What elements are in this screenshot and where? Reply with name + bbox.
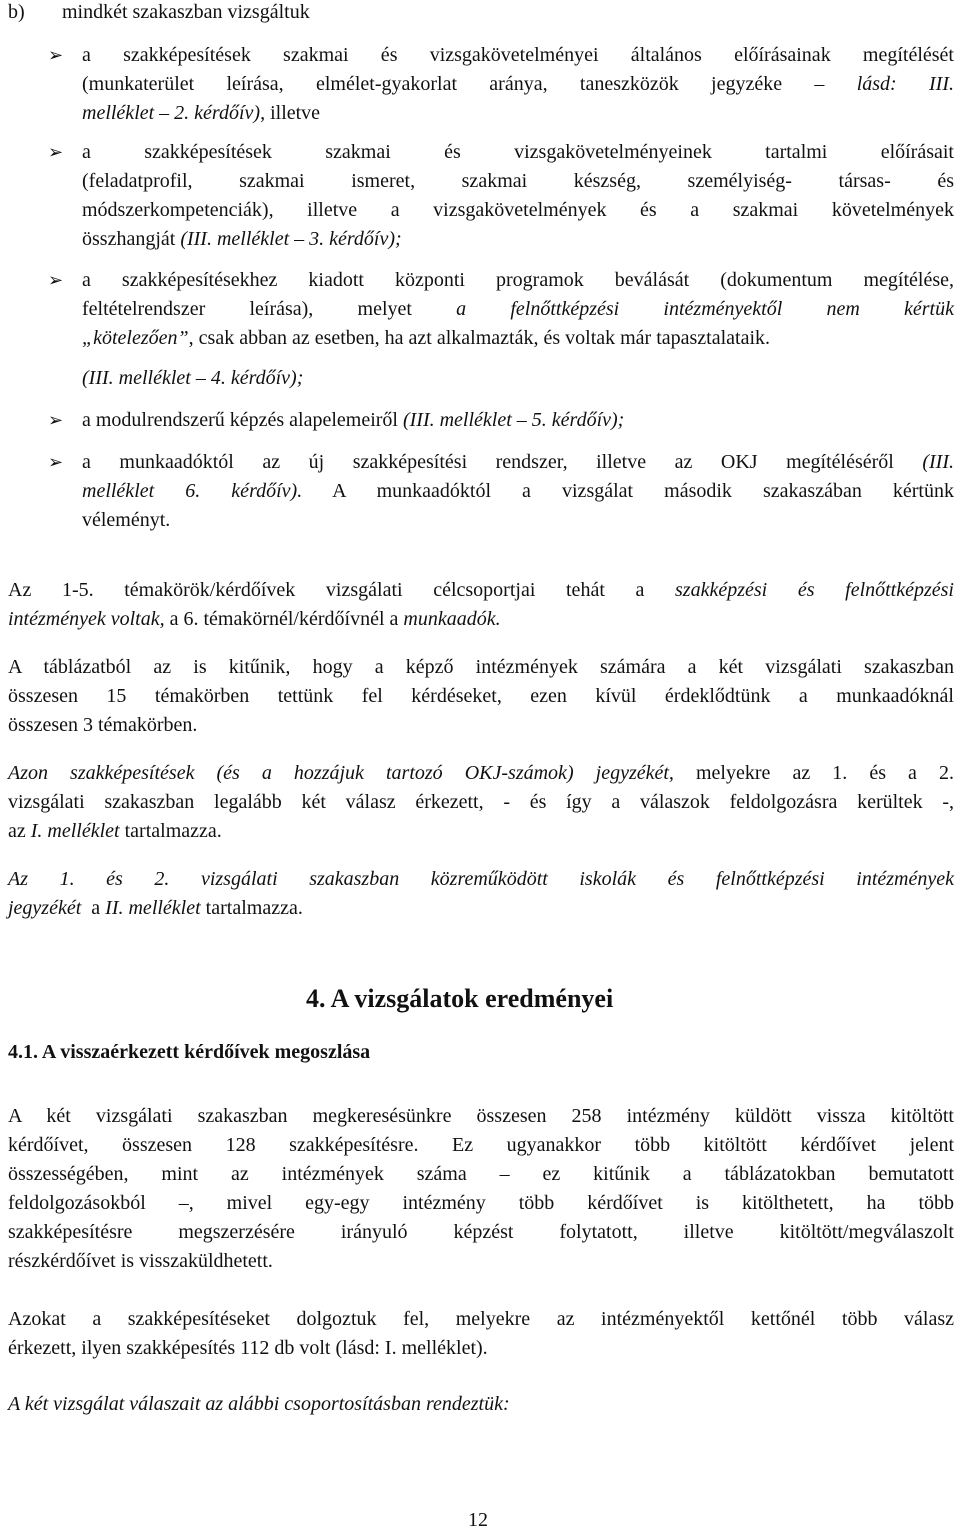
bullet-line: (III. melléklet – 4. kérdőív); [82,367,304,389]
bullet-line: a szakképesítések szakmai és vizsgakövetelményeinek tartalmi előírásait [82,141,954,163]
bullet-line: (feladatprofil, szakmai ismeret, szakmai készség, személyiség- társas- és [82,170,954,192]
bullet-line: összhangját (III. melléklet – 3. kérdőív); [82,228,402,250]
bullet-line: „kötelezően”, csak abban az esetben, ha azt alkalmazták, és voltak már tapasztalataik. [82,327,771,349]
paragraph-line: kérdőívet, összesen 128 szakképesítésre. Ez ugyanakkor több kitöltött kérdőívet jelent [8,1134,954,1156]
bullet-line: véleményt. [82,509,171,531]
paragraph-line: intézmények voltak, a 6. témakörnél/kérdőívnél a munkaadók. [8,608,501,630]
bullet-arrow-icon: ➢ [48,270,64,290]
paragraph-line: szakképesítésre megszerzésére irányuló képzést folytatott, illetve kitöltött/megválaszolt [8,1221,954,1243]
bullet-line: a modulrendszerű képzés alapelemeiről (III. melléklet – 5. kérdőív); [82,409,625,431]
page-number: 12 [468,1509,488,1531]
paragraph-line: az I. melléklet tartalmazza. [8,820,222,842]
bullet-line: melléklet 6. kérdőív). A munkaadóktól a vizsgálat második szakaszában kértünk [82,480,954,502]
paragraph-line: feldolgozásokból –, mivel egy-egy intézmény több kérdőívet is kitölthetett, ha több [8,1192,954,1214]
paragraph-line: jegyzékét a II. melléklet tartalmazza. [8,897,303,919]
bullet-arrow-icon: ➢ [48,142,64,162]
paragraph-line: érkezett, ilyen szakképesítés 112 db volt (lásd: I. melléklet). [8,1337,488,1359]
section-label: b) [8,1,25,23]
paragraph-line: vizsgálati szakaszban legalább két válasz érkezett, - és így a válaszok feldolgozásra kerültek -, [8,791,954,813]
paragraph-line: A két vizsgálati szakaszban megkeresésünkre összesen 258 intézmény küldött vissza kitöltött [8,1105,954,1127]
bullet-arrow-icon: ➢ [48,45,64,65]
paragraph-line: Az 1. és 2. vizsgálati szakaszban közreműködött iskolák és felnőttképzési intézmények [8,868,954,890]
paragraph-line: összességében, mint az intézmények száma – ez kitűnik a táblázatokban bemutatott [8,1163,954,1185]
bullet-line: a munkaadóktól az új szakképesítési rendszer, illetve az OKJ megítéléséről (III. [82,451,954,473]
bullet-line: (munkaterület leírása, elmélet-gyakorlat aránya, taneszközök jegyzéke – lásd: III. [82,73,954,95]
paragraph-line: összesen 15 témakörben tettünk fel kérdéseket, ezen kívül érdeklődtünk a munkaadóknál [8,685,954,707]
paragraph-line: összesen 3 témakörben. [8,714,198,736]
paragraph-line: A táblázatból az is kitűnik, hogy a képző intézmények számára a két vizsgálati szakaszban [8,656,954,678]
bullet-line: a szakképesítésekhez kiadott központi programok beválását (dokumentum megítélése, [82,269,954,291]
subsection-heading: 4.1. A visszaérkezett kérdőívek megoszlása [8,1041,371,1063]
section-heading: 4. A vizsgálatok eredményei [306,984,614,1013]
bullet-line: feltételrendszer leírása), melyet a felnőttképzési intézményektől nem kértük [82,298,954,320]
bullet-line: módszerkompetenciák), illetve a vizsgakövetelmények és a szakmai követelmények [82,199,954,221]
bullet-arrow-icon: ➢ [48,452,64,472]
paragraph-line: Azokat a szakképesítéseket dolgoztuk fel, melyekre az intézményektől kettőnél több válasz [8,1308,954,1330]
paragraph-line: A két vizsgálat válaszait az alábbi csoportosításban rendeztük: [8,1393,510,1415]
bullet-line: a szakképesítések szakmai és vizsgakövetelményei általános előírásainak megítélését [82,44,954,66]
bullet-arrow-icon: ➢ [48,410,64,430]
paragraph-line: Azon szakképesítések (és a hozzájuk tartozó OKJ-számok) jegyzékét, melyekre az 1. és a 2. [8,762,954,784]
paragraph-line: részkérdőívet is visszaküldhetett. [8,1250,273,1272]
paragraph-line: Az 1-5. témakörök/kérdőívek vizsgálati célcsoportjai tehát a szakképzési és felnőttképzési [8,579,954,601]
section-title: mindkét szakaszban vizsgáltuk [62,1,310,23]
bullet-line: melléklet – 2. kérdőív), illetve [82,102,321,124]
